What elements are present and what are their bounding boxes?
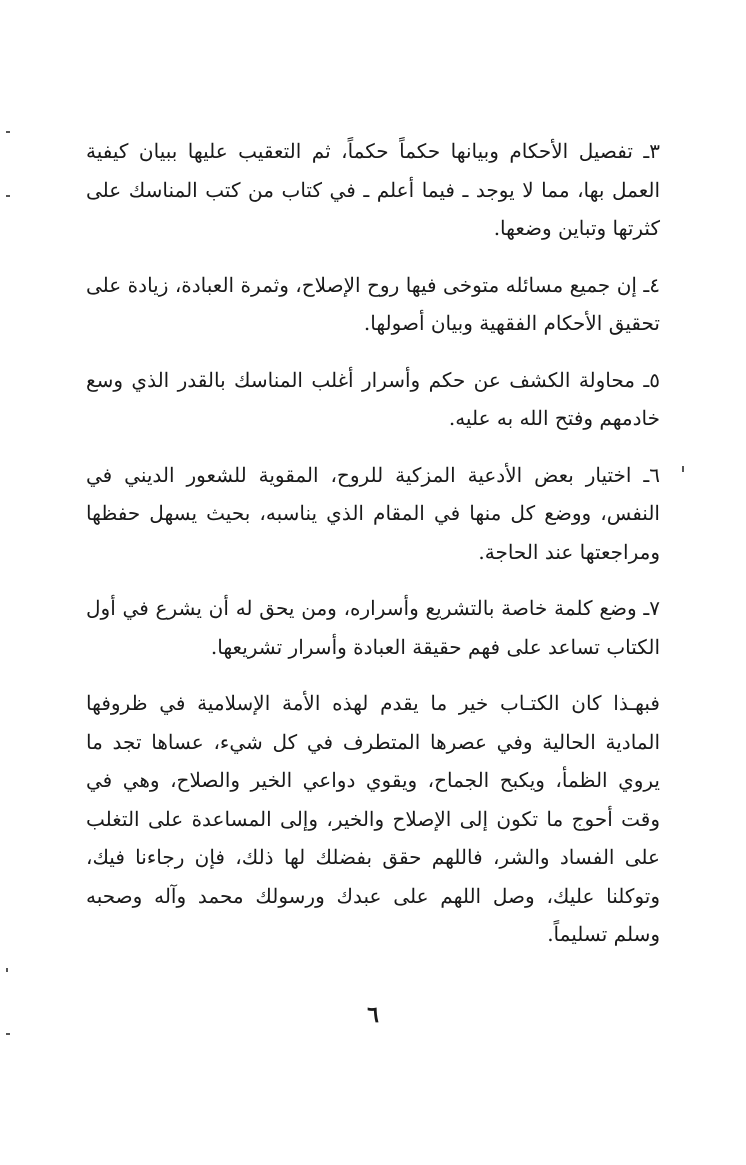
closing-paragraph: فبهـذا كان الكتـاب خير ما يقدم لهذه الأمة الإسلامية في ظروفها المادية الحالية وفي عصرها المتطرف في كل شيء، عساها تجد ما يروي الظمأ، ويكبح الجماح، ويقوي دواعي الخير والصلاح، وهي في وقت أحوج ما تكون إلى الإصلاح والخير، وإلى المساعدة على التغلب على الفساد والشر، فاللهم حقق بفضلك لها ذلك، فإن رجاءنا فيك، وتوكلنا عليك، وصل اللهم على عبدك ورسولك محمد وآله وصحبه وسلم تسليماً.: [86, 691, 660, 946]
margin-mark: [6, 195, 10, 197]
page-number: ٦: [367, 1002, 379, 1028]
body-text: [86, 132, 660, 972]
paragraph-item-5: ٥ـ محاولة الكشف عن حكم وأسرار أغلب المناسك بالقدر الذي وسع خادمهم وفتح الله به عليه.: [86, 367, 660, 430]
margin-mark: [6, 1033, 10, 1035]
margin-mark: [682, 466, 684, 472]
paragraph-item-4: ٤ـ إن جميع مسائله متوخى فيها روح الإصلاح، وثمرة العبادة، زيادة على تحقيق الأحكام الفقهية وبيان أصولها.: [86, 272, 660, 335]
paragraph-item-7: ٧ـ وضع كلمة خاصة بالتشريع وأسراره، ومن يحق له أن يشرع في أول الكتاب تساعد على فهم حقيقة العبادة وأسرار تشريعها.: [86, 596, 660, 659]
margin-mark: [6, 968, 8, 972]
paragraph-item-6: ٦ـ اختيار بعض الأدعية المزكية للروح، المقوية للشعور الديني في النفس، ووضع كل منها في المقام الذي يناسبه، بحيث يسهل حفظها ومراجعتها عند الحاجة.: [86, 462, 660, 564]
paragraph-item-3: ٣ـ تفصيل الأحكام وبيانها حكماً حكماً، ثم التعقيب عليها ببيان كيفية العمل بها، مما لا يوجد ـ فيما أعلم ـ في كتاب من كتب المناسك على كثرتها وتباين وضعها.: [86, 139, 660, 240]
margin-mark: [6, 131, 10, 133]
